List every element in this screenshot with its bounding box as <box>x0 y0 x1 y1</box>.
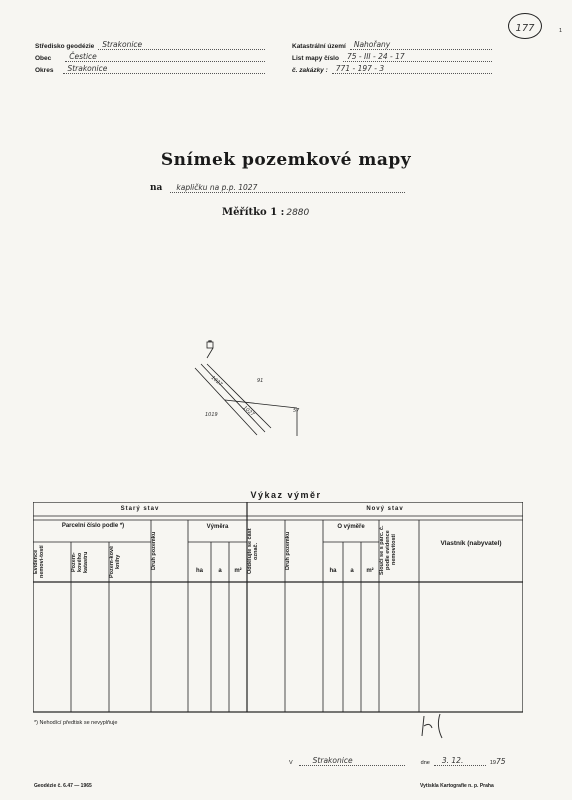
header-a: a <box>218 568 222 574</box>
label-obec: Obec <box>35 55 52 62</box>
header-parcelni-cislo: Parcelní číslo podle *) <box>61 523 125 529</box>
header-oddeleni: Oddělujte se část označ. <box>247 528 259 574</box>
number-stamp <box>508 13 542 39</box>
date-value: 3. 12. <box>434 756 486 766</box>
map-label-4: 1027 <box>209 374 224 388</box>
header-slouceni: Sloučí se s parc. č. podle evidence nemovitostí <box>379 525 397 575</box>
value-katastralni: Nahořany <box>350 40 492 50</box>
header-m2-novy: m² <box>366 568 374 574</box>
date-line <box>289 756 529 766</box>
year-suffix: 75 <box>495 757 506 766</box>
header-stary-stav: Starý stav <box>120 506 160 512</box>
header-vymera: Výměra <box>206 524 229 530</box>
label-okres: Okres <box>35 67 54 74</box>
table-title: Výkaz výměr <box>250 490 322 500</box>
page-title: Snímek pozemkové mapy <box>160 150 412 170</box>
label-list-mapy: List mapy číslo <box>292 55 339 62</box>
na-value: kapličku na p.p. 1027 <box>170 183 405 193</box>
header-right <box>292 38 492 74</box>
label-katastralni: Katastrální území <box>292 43 346 50</box>
place-value: Strakonice <box>299 756 405 766</box>
map-label-1: 91 <box>257 378 264 384</box>
footer-right: Vytiskla Kartografie n. p. Praha <box>420 783 494 789</box>
header-vlastnik: Vlastník (nabyvatel) <box>440 540 502 547</box>
header-m2: m² <box>234 568 242 574</box>
header-pozemkoveho: Pozem-kového katastru <box>71 551 89 573</box>
header-druh-pozemku: Druh pozemku <box>151 531 157 571</box>
header-pozemkove-knihy: Pozem-kové knihy <box>109 545 121 579</box>
map-sketch <box>185 340 315 440</box>
header-left <box>35 38 265 74</box>
header-ha: ha <box>195 568 203 574</box>
map-label-3: 57 <box>293 408 300 414</box>
place-label: V <box>289 760 293 766</box>
value-okres: Strakonice <box>63 64 265 74</box>
map-label-5: 1027 <box>241 404 256 418</box>
margin-mark: 1 <box>559 28 563 34</box>
na-label: na <box>150 183 163 193</box>
header-o-vymere: O výměře <box>337 524 365 530</box>
header-novy-stav: Nový stav <box>366 506 404 512</box>
header-a-novy: a <box>350 568 354 574</box>
value-list-mapy: 75 - III - 24 - 17 <box>343 52 492 62</box>
scale-label: Měřítko 1 : <box>222 207 285 218</box>
footnote: *) Nehodící předtisk se nevyplňuje <box>34 720 118 726</box>
scale-value: 2880 <box>286 208 310 218</box>
footer-left: Geodézie č. 6.47 — 1965 <box>34 783 92 789</box>
value-stredisko: Strakonice <box>98 40 265 50</box>
na-line <box>150 183 405 193</box>
header-druh-pozemku-novy: Druh pozemku <box>285 531 291 571</box>
value-obec: Čestice <box>65 52 265 62</box>
scale-line <box>222 207 309 218</box>
year-prefix: 19 <box>489 760 496 766</box>
header-evidence: Evidence nemovi-tostí <box>33 545 45 579</box>
map-label-2: 1019 <box>205 412 218 418</box>
signature-scribble <box>418 712 458 740</box>
header-ha-novy: ha <box>329 568 337 574</box>
value-zakazky: 771 - 197 - 3 <box>332 64 492 74</box>
date-label: dne <box>420 760 430 766</box>
label-stredisko: Středisko geodézie <box>35 43 95 50</box>
label-zakazky: č. zakázky : <box>292 67 328 74</box>
stamp-number: 177 <box>515 23 535 34</box>
